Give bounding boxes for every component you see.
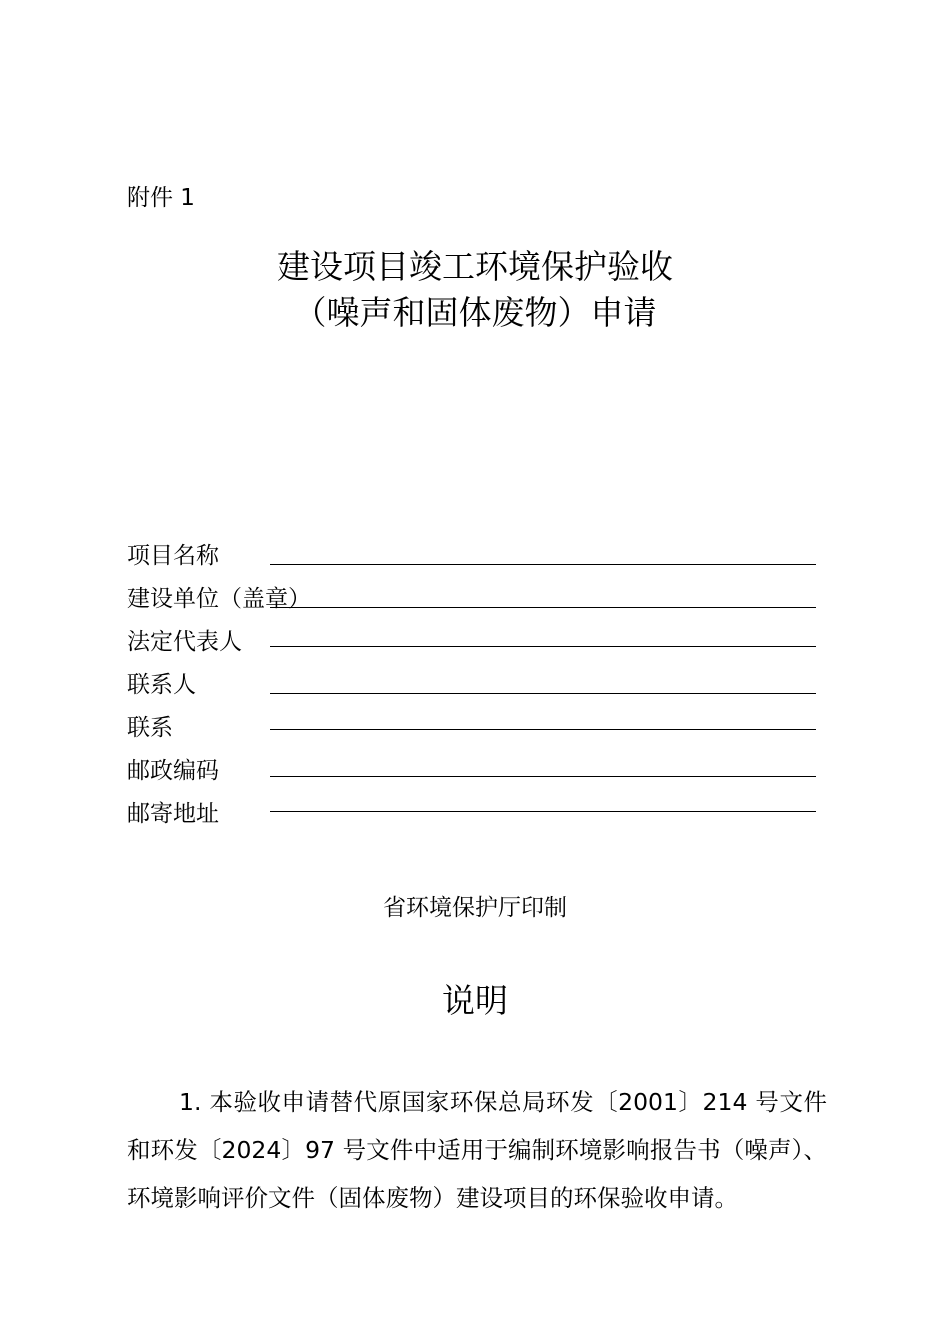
form-field-contact-person (127, 669, 817, 705)
field-label: 联系人 (127, 672, 196, 698)
field-blank-line[interactable] (270, 776, 816, 777)
field-blank-line[interactable] (270, 564, 816, 565)
field-label: 项目名称 (127, 543, 219, 569)
field-label: 联系 (127, 715, 173, 741)
section-title: 说明 (442, 981, 508, 1020)
field-label: 法定代表人 (127, 629, 242, 655)
form-field-contact (127, 712, 817, 748)
field-blank-line[interactable] (270, 729, 816, 730)
field-blank-line[interactable] (270, 646, 816, 647)
publisher-line: 省环境保护厅印制 (383, 895, 567, 921)
form-field-project-name (127, 540, 817, 576)
field-label: 邮寄地址 (127, 801, 219, 827)
form-field-legal-representative (127, 626, 817, 662)
attachment-label: 附件 1 (127, 185, 195, 211)
document-title-line-2: （噪声和固体废物）申请 (293, 293, 657, 332)
document-title-line-1: 建设项目竣工环境保护验收 (277, 247, 673, 286)
field-blank-line[interactable] (270, 693, 816, 694)
field-label: 邮政编码 (127, 758, 219, 784)
instruction-paragraph: 1. 本验收申请替代原国家环保总局环发〔2001〕214 号文件和环发〔2024〕97 号文件中适用于编制环境影响报告书（噪声）、环境影响评价文件（固体废物）建设项目的环保验收申请。 (127, 1088, 827, 1212)
field-blank-line[interactable] (270, 811, 816, 812)
form-field-construction-unit (127, 583, 817, 619)
field-label: 建设单位（盖章） (127, 586, 311, 612)
field-blank-line[interactable] (270, 607, 816, 608)
form-field-postal-code (127, 755, 817, 791)
form-field-mailing-address (127, 798, 817, 834)
